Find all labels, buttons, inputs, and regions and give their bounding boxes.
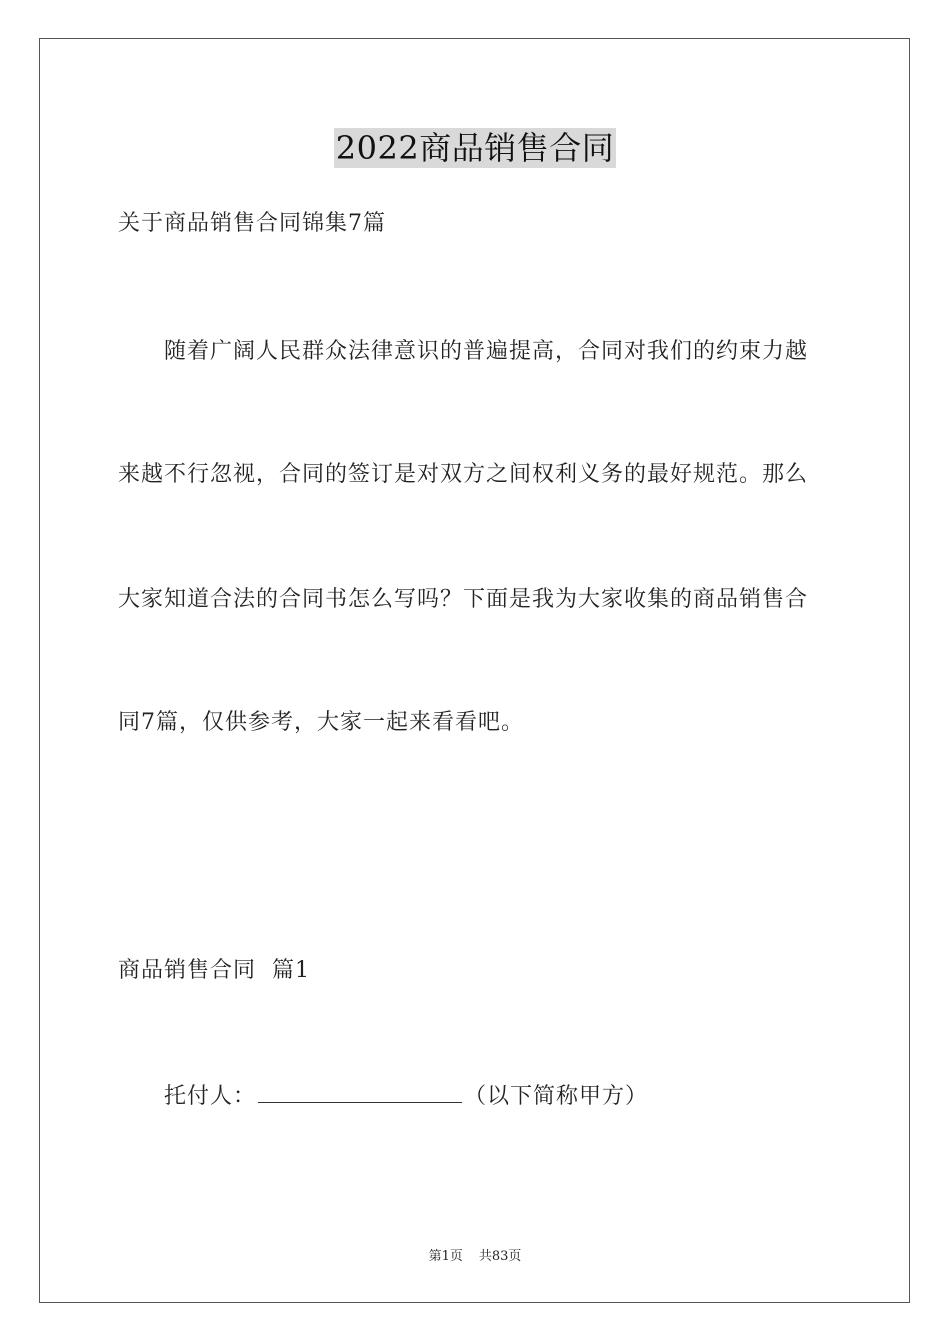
intro-line-3: 大家知道合法的合同书怎么写吗？下面是我为大家收集的商品销售合 (118, 587, 809, 612)
intro-line-4: 同7篇，仅供参考，大家一起来看看吧。 (118, 710, 524, 735)
section-heading: 商品销售合同 篇1 (118, 958, 310, 983)
document-subtitle: 关于商品销售合同锦集7篇 (118, 211, 386, 236)
document-title: 2022商品销售合同 (335, 129, 615, 167)
title-container (0, 128, 950, 168)
page-number: 第1页 (428, 1249, 463, 1264)
page-footer (0, 1249, 950, 1265)
total-pages: 共83页 (478, 1249, 522, 1264)
party-suffix: （以下简称甲方） (464, 1084, 649, 1109)
party-line (164, 1082, 648, 1111)
intro-line-2: 来越不行忽视，合同的签订是对双方之间权利义务的最好规范。那么 (118, 462, 809, 487)
party-label: 托付人： (164, 1084, 257, 1109)
fill-in-blank[interactable] (258, 1082, 462, 1103)
intro-line-1: 随着广阔人民群众法律意识的普遍提高，合同对我们的约束力越 (164, 339, 809, 364)
